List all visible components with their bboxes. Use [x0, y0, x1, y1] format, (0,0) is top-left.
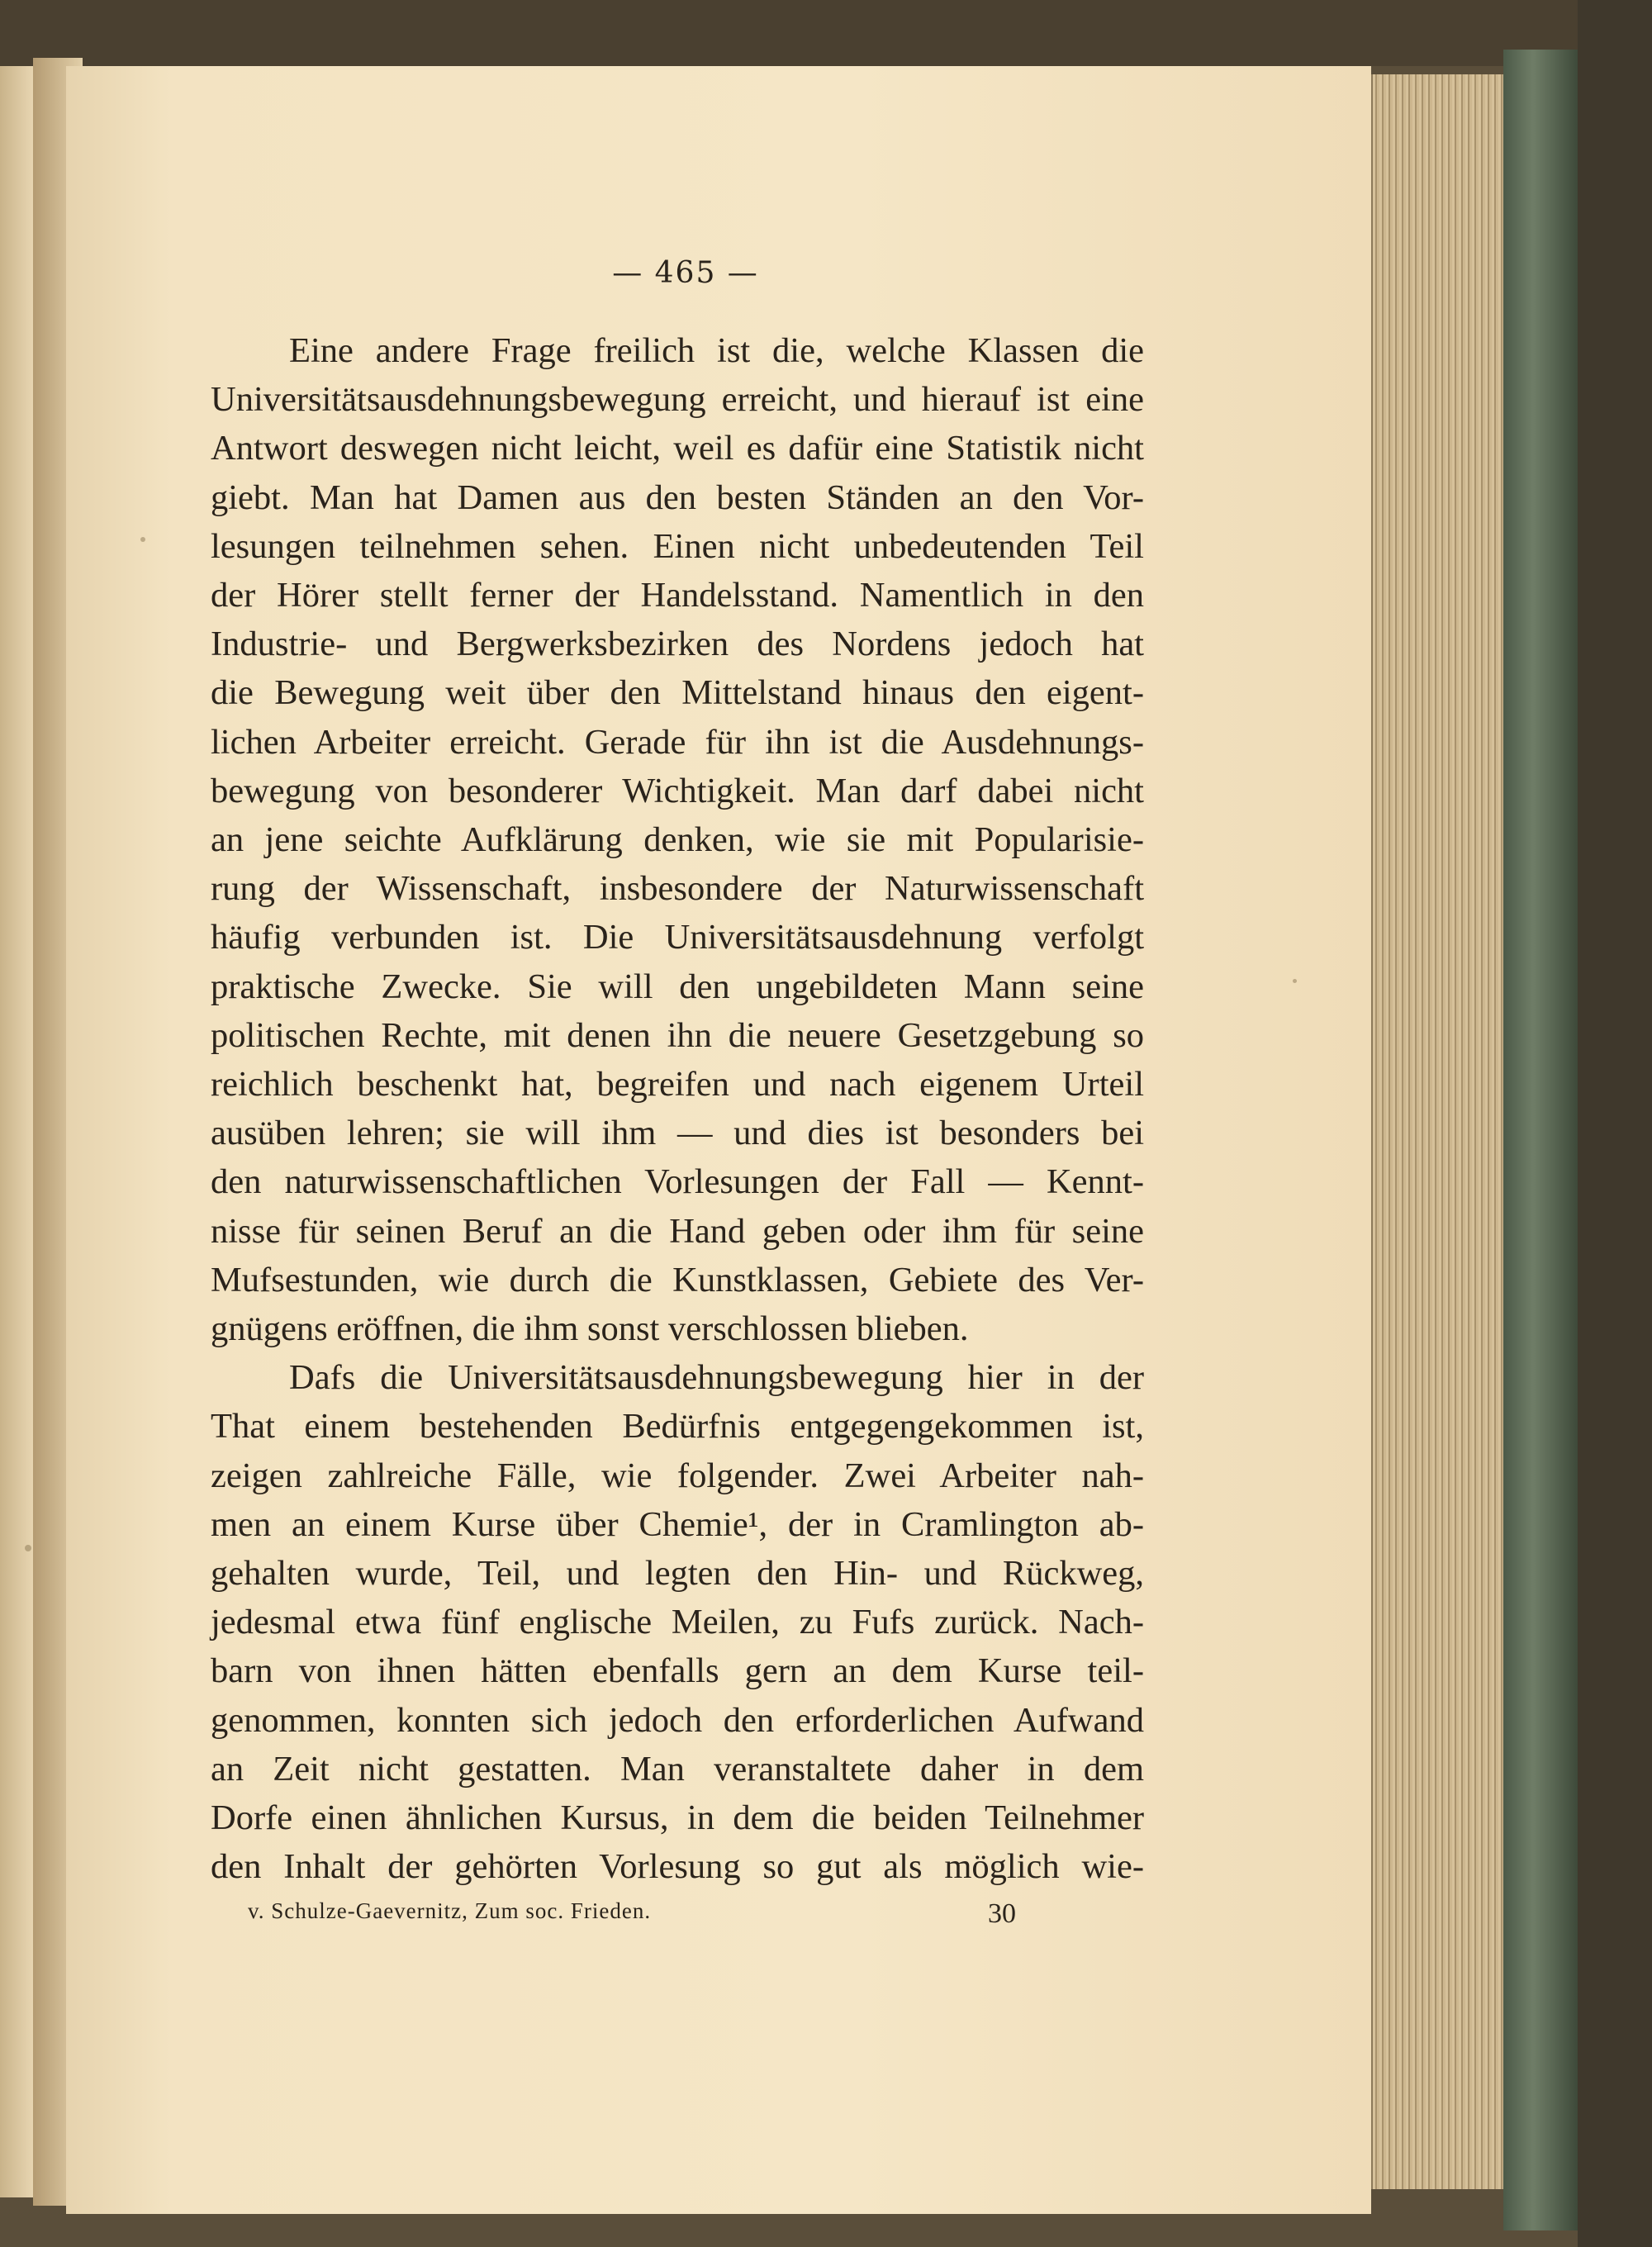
- text-line: Mufsestunden, wie durch die Kunstklassen, Gebiete des Ver-: [211, 1260, 1144, 1299]
- background-top: [0, 0, 1578, 66]
- text-line: reichlich beschenkt hat, begreifen und nach eigenem Urteil: [211, 1065, 1144, 1104]
- text-line: häufig verbunden ist. Die Universitätsausdehnung verfolgt: [211, 918, 1144, 957]
- text-line: rung der Wissenschaft, insbesondere der Naturwissenschaft: [211, 869, 1144, 909]
- page-footer: [248, 1898, 1016, 1930]
- text-line: den Inhalt der gehörten Vorlesung so gut als möglich wie-: [211, 1847, 1144, 1887]
- text-line: lesungen teilnehmen sehen. Einen nicht unbedeutenden Teil: [211, 526, 1144, 566]
- book-cover-edge: [1503, 50, 1578, 2230]
- paper-spot: [140, 537, 145, 542]
- page-edges-stack: [1371, 74, 1505, 2189]
- background-right: [1578, 0, 1652, 2247]
- text-line: gehalten wurde, Teil, und legten den Hin- und Rückweg,: [211, 1554, 1144, 1594]
- text-line: genommen, konnten sich jedoch den erforderlichen Aufwand: [211, 1700, 1144, 1740]
- text-line: an jene seichte Aufklärung denken, wie sie mit Popularisie-: [211, 820, 1144, 860]
- text-line: Industrie- und Bergwerksbezirken des Nordens jedoch hat: [211, 625, 1144, 664]
- text-line: bewegung von besonderer Wichtigkeit. Man darf dabei nicht: [211, 771, 1144, 810]
- text-line: Dafs die Universitätsausdehnungsbewegung hier in der: [289, 1358, 1144, 1398]
- text-line: Dorfe einen ähnlichen Kursus, in dem die beiden Teilnehmer: [211, 1798, 1144, 1838]
- text-line: den naturwissenschaftlichen Vorlesungen der Fall — Kennt-: [211, 1162, 1144, 1202]
- page-number: — 465 —: [612, 256, 759, 290]
- paper-spot: [25, 1545, 31, 1551]
- text-line: nisse für seinen Beruf an die Hand geben oder ihm für seine: [211, 1211, 1144, 1251]
- footer-author-title: v. Schulze-Gaevernitz, Zum soc. Frieden.: [248, 1898, 652, 1923]
- text-line: giebt. Man hat Damen aus den besten Ständen an den Vor-: [211, 477, 1144, 517]
- text-line: men an einem Kurse über Chemie¹, der in Cramlington ab-: [211, 1504, 1144, 1544]
- text-line: ausüben lehren; sie will ihm — und dies ist besonders bei: [211, 1114, 1144, 1153]
- paper-spot: [1293, 979, 1297, 983]
- text-line: barn von ihnen hätten ebenfalls gern an dem Kurse teil-: [211, 1651, 1144, 1691]
- text-line: praktische Zwecke. Sie will den ungebildeten Mann seine: [211, 967, 1144, 1006]
- text-line: jedesmal etwa fünf englische Meilen, zu Fufs zurück. Nach-: [211, 1603, 1144, 1642]
- text-line: politischen Rechte, mit denen ihn die neuere Gesetzgebung so: [211, 1015, 1144, 1055]
- text-line: an Zeit nicht gestatten. Man veranstaltete daher in dem: [211, 1749, 1144, 1789]
- text-line: die Bewegung weit über den Mittelstand hinaus den eigent-: [211, 673, 1144, 713]
- signature-mark: 30: [988, 1898, 1016, 1929]
- text-line: der Hörer stellt ferner der Handelsstand. Namentlich in den: [211, 576, 1144, 615]
- text-line: lichen Arbeiter erreicht. Gerade für ihn ist die Ausdehnungs-: [211, 722, 1144, 762]
- text-line: gnügens eröffnen, die ihm sonst verschlossen blieben.: [211, 1309, 969, 1349]
- text-line: zeigen zahlreiche Fälle, wie folgender. Zwei Arbeiter nah-: [211, 1456, 1144, 1495]
- text-line: Eine andere Frage freilich ist die, welche Klassen die: [289, 331, 1144, 370]
- body-text: [211, 326, 1144, 1892]
- text-line: Universitätsausdehnungsbewegung erreicht, und hierauf ist eine: [211, 380, 1144, 420]
- text-line: That einem bestehenden Bedürfnis entgegengekommen ist,: [211, 1407, 1144, 1447]
- text-line: Antwort deswegen nicht leicht, weil es dafür eine Statistik nicht: [211, 429, 1144, 468]
